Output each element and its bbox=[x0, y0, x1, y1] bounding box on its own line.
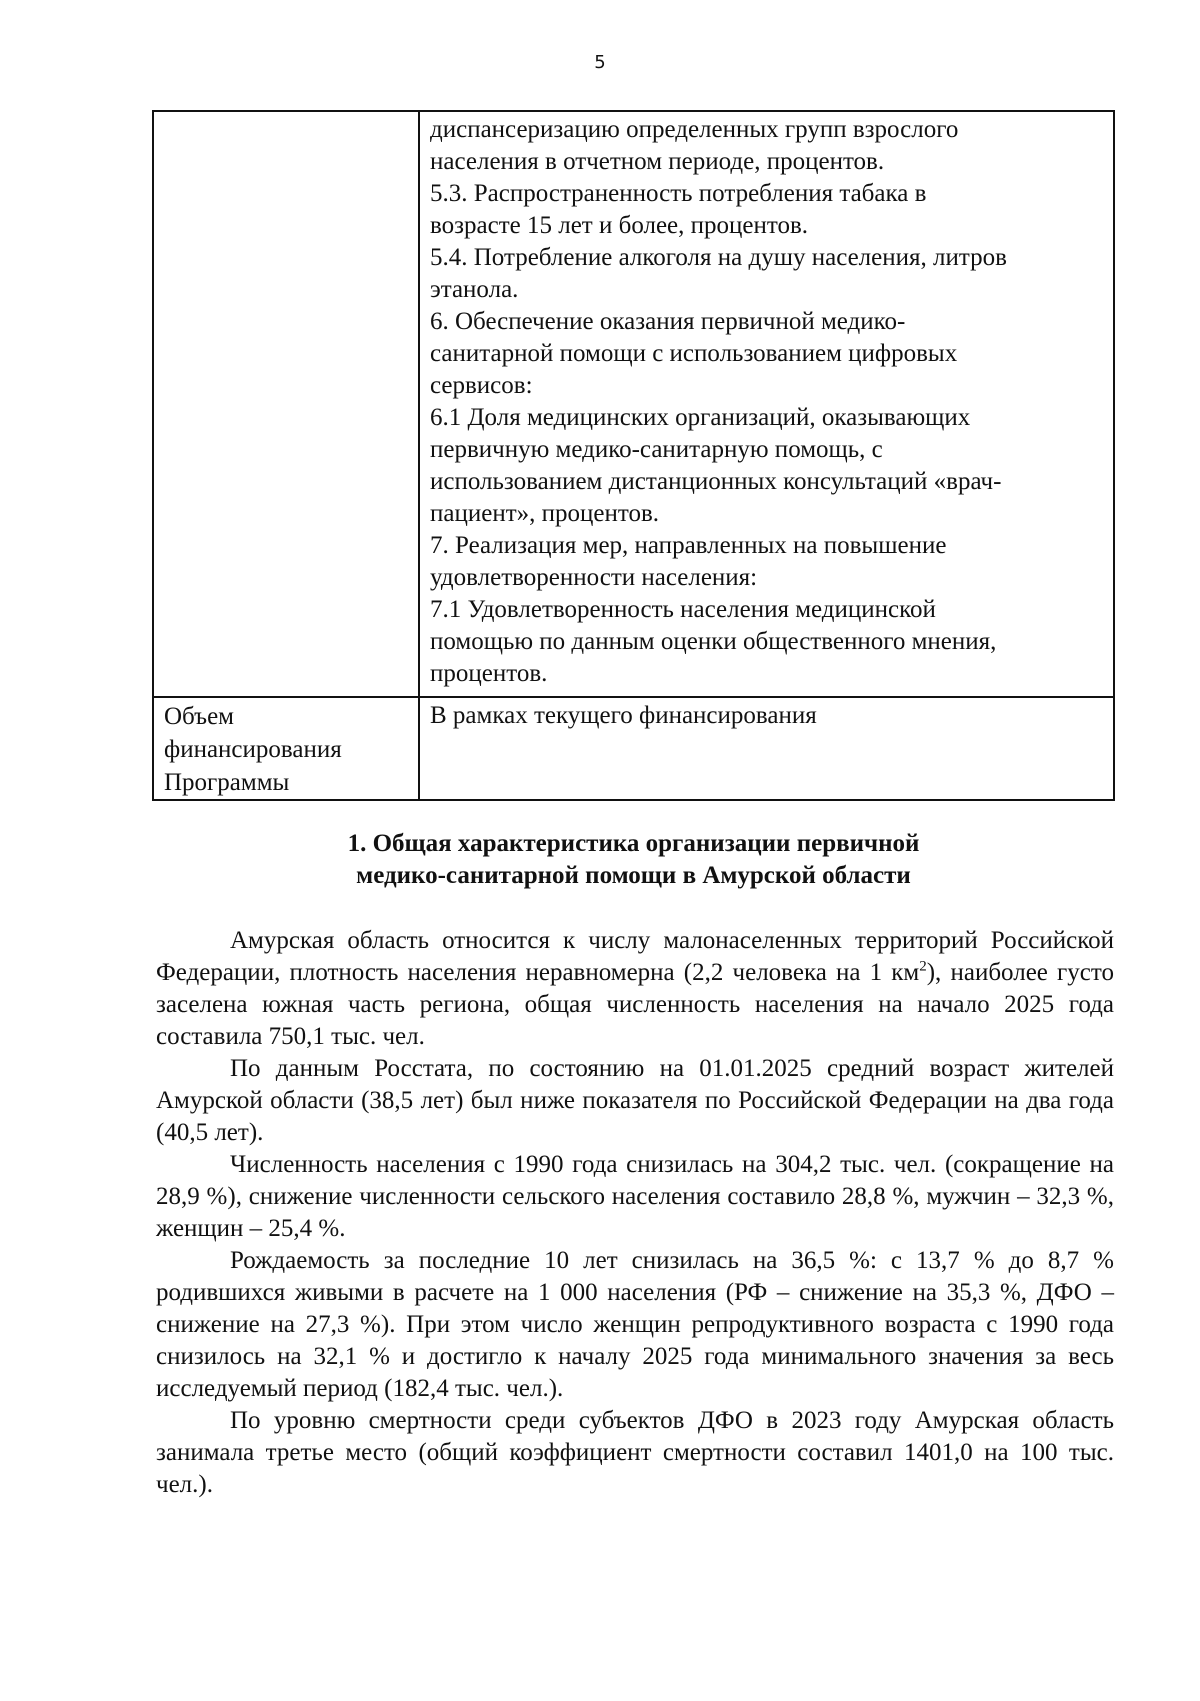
target-line: помощью по данным оценки общественного мнения, bbox=[430, 628, 997, 655]
superscript: 2 bbox=[919, 958, 927, 975]
target-line: этанола. bbox=[430, 276, 519, 303]
paragraph-mortality: По уровню смертности среди субъектов ДФО в 2023 году Амурская область занимала третье место (общий коэффициент смертности составил 1401,0 на 100 тыс. чел.). bbox=[156, 1407, 1114, 1498]
target-line: пациент», процентов. bbox=[430, 500, 660, 527]
target-line: сервисов: bbox=[430, 372, 533, 399]
paragraph-population-decline: Численность населения с 1990 года снизилась на 304,2 тыс. чел. (сокращение на 28,9 %), снижение численности сельского населения составило 28,8 %, мужчин – 32,3 %, женщин – 25,4 %. bbox=[156, 1151, 1114, 1242]
target-line: диспансеризацию определенных групп взрослого bbox=[430, 116, 959, 143]
table-value-cell-targets bbox=[419, 111, 1114, 697]
target-line: 6.1 Доля медицинских организаций, оказывающих bbox=[430, 404, 971, 431]
financing-value: В рамках текущего финансирования bbox=[419, 697, 1114, 800]
target-line: санитарной помощи с использованием цифровых bbox=[430, 340, 958, 367]
table-label-cell-empty bbox=[153, 111, 419, 697]
table-row bbox=[153, 111, 1114, 697]
program-passport-table bbox=[152, 110, 1115, 801]
section-heading-line: медико-санитарной помощи в Амурской области bbox=[356, 862, 911, 889]
paragraph-text: Амурская область относится к числу малонаселенных территорий Российской Федерации, плотность населения неравномерна (2,2 человека на 1 км bbox=[156, 927, 1114, 986]
target-line: возрасте 15 лет и более, процентов. bbox=[430, 212, 809, 239]
financing-label: Объем финансирования Программы bbox=[153, 697, 419, 800]
target-line: использованием дистанционных консультаций «врач- bbox=[430, 468, 1002, 495]
target-line: 7.1 Удовлетворенность населения медицинской bbox=[430, 596, 936, 623]
section-heading-line: 1. Общая характеристика организации первичной bbox=[347, 830, 920, 857]
table-row bbox=[153, 697, 1114, 800]
target-line: населения в отчетном периоде, процентов. bbox=[430, 148, 885, 175]
paragraph-population-density bbox=[156, 925, 1114, 1053]
target-line: удовлетворенности населения: bbox=[430, 564, 758, 591]
section-body bbox=[156, 925, 1114, 1501]
paragraph-birth-rate: Рождаемость за последние 10 лет снизилась на 36,5 %: с 13,7 % до 8,7 % родившихся живыми в расчете на 1 000 населения (РФ – снижение на 35,3 %, ДФО – снижение на 27,3 %). При этом число женщин репродуктивного возраста с 1990 года снизилось на 32,1 % и достигло к началу 2025 года минимального значения за весь исследуемый период (182,4 тыс. чел.). bbox=[156, 1247, 1114, 1402]
page-number: 5 bbox=[594, 52, 606, 73]
paragraph-text: ), наиболее густо заселена южная часть региона, общая численность населения на начало 2025 года составила 750,1 тыс. чел. bbox=[156, 959, 1114, 1050]
section-heading bbox=[152, 828, 1115, 892]
target-line: первичную медико-санитарную помощь, с bbox=[430, 436, 883, 463]
target-line: процентов. bbox=[430, 660, 548, 687]
target-line: 5.3. Распространенность потребления табака в bbox=[430, 180, 927, 207]
target-line: 5.4. Потребление алкоголя на душу населения, литров bbox=[430, 244, 1007, 271]
paragraph-average-age: По данным Росстата, по состоянию на 01.01.2025 средний возраст жителей Амурской области (38,5 лет) был ниже показателя по Российской Федерации на два года (40,5 лет). bbox=[156, 1055, 1114, 1146]
target-line: 6. Обеспечение оказания первичной медико- bbox=[430, 308, 906, 335]
target-line: 7. Реализация мер, направленных на повышение bbox=[430, 532, 947, 559]
